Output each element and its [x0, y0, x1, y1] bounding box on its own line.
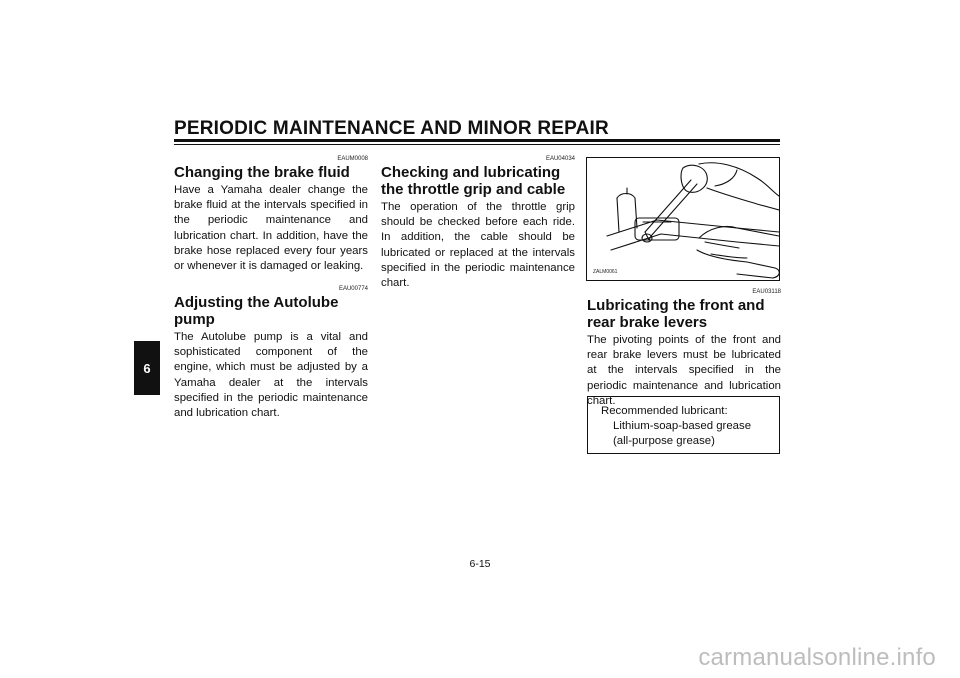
header-rule [174, 139, 780, 142]
section-body: The pivoting points of the front and rear brake levers must be lubricated at the intervals specified in the periodic maintenance and lubrication chart. [587, 334, 781, 407]
header-rule-thin [174, 144, 780, 145]
section-code: EAU00774 [338, 286, 368, 292]
section-autolube [174, 285, 368, 421]
section-code: EAU04034 [545, 156, 575, 162]
lubricant-label: Recommended lubricant: [601, 405, 728, 417]
section-body: The Autolube pump is a vital and sophisticated component of the engine, which must be adjusted by a Yamaha dealer at the intervals specified in the periodic maintenance and lubrication chart. [174, 331, 368, 420]
section-code: EAU03118 [752, 289, 781, 295]
watermark: carmanualsonline.info [698, 644, 936, 671]
section-heading: Changing the brake fluid [174, 164, 350, 181]
figure-label: ZALM0061 [593, 269, 618, 275]
section-throttle [381, 155, 575, 291]
section-body: The operation of the throttle grip should be checked before each ride. In addition, the cable should be lubricated or replaced at the intervals specified in the periodic maintenance chart. [381, 201, 575, 290]
section-heading: Lubricating the front and rear brake levers [587, 297, 765, 331]
section-heading: Checking and lubricating the throttle grip and cable [381, 164, 566, 198]
section-code: EAUM0008 [337, 156, 368, 162]
recommended-lubricant-box [587, 396, 780, 454]
section-brake-levers [587, 288, 781, 409]
throttle-lubrication-illustration [587, 158, 779, 280]
throttle-lubrication-figure [586, 157, 780, 281]
chapter-tab: 6 [134, 341, 160, 395]
page-number: 6-15 [469, 558, 491, 570]
section-heading: Adjusting the Autolube pump [174, 294, 339, 328]
section-body: Have a Yamaha dealer change the brake fluid at the intervals specified in the periodic maintenance and lubrication chart. In addition, have the brake hose replaced every four years or whenever it is damaged or leaking. [174, 184, 368, 273]
lubricant-line: (all-purpose grease) [613, 435, 715, 448]
section-brake-fluid [174, 155, 368, 274]
lubricant-line: Lithium-soap-based grease [613, 420, 752, 433]
page-title: PERIODIC MAINTENANCE AND MINOR REPAIR [174, 118, 609, 139]
